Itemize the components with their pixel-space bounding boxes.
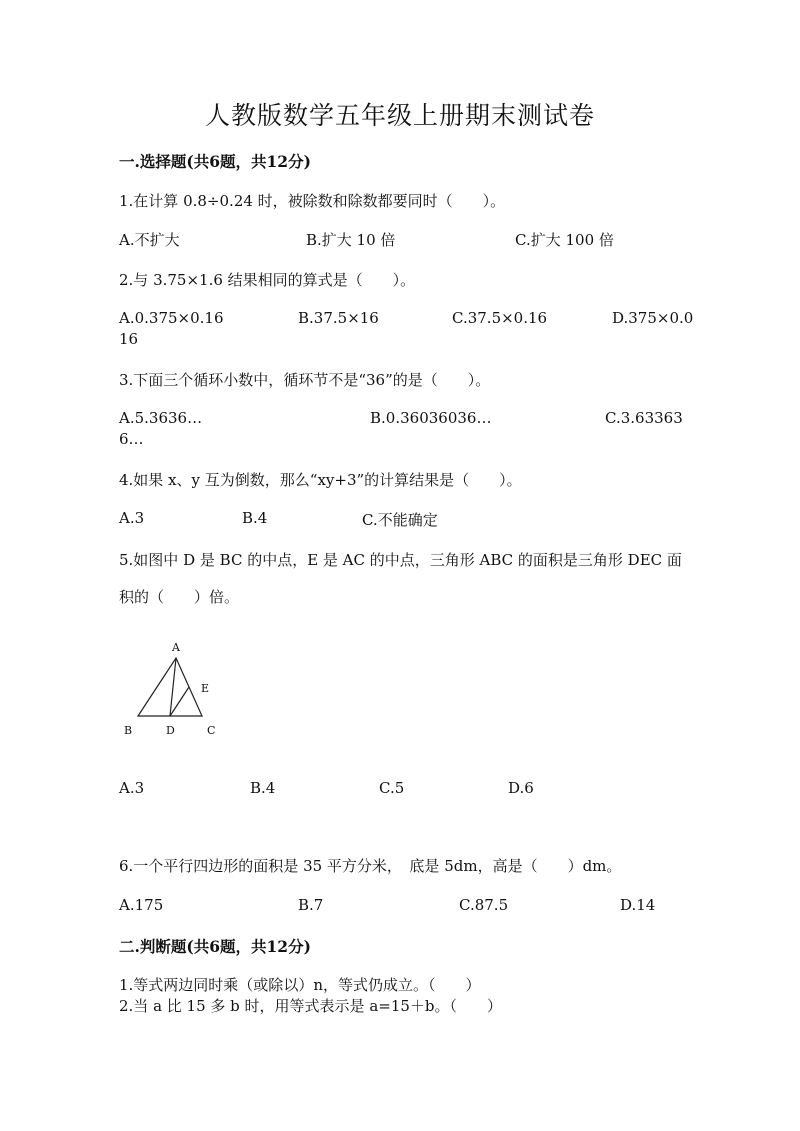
q1-option-c: C.扩大 100 倍 [515, 231, 614, 249]
q5-option-c: C.5 [379, 779, 405, 797]
q5-option-b: B.4 [250, 779, 276, 797]
q1-option-b: B.扩大 10 倍 [306, 231, 396, 249]
section-heading-choice: 一.选择题(共6题，共12分) [119, 152, 311, 171]
judgement-question-2: 2.当 a 比 15 多 b 时，用等式表示是 a=15＋b。（ ） [119, 997, 503, 1015]
q6-option-d: D.14 [620, 896, 656, 914]
q3-option-c-wrap: 6… [119, 430, 144, 448]
question-2: 2.与 3.75×1.6 结果相同的算式是（ ）。 [119, 271, 416, 289]
q6-option-b: B.7 [298, 896, 324, 914]
section-heading-judgement: 二.判断题(共6题，共12分) [119, 937, 311, 956]
q3-option-a: A.5.3636… [119, 409, 203, 427]
q2-option-a: A.0.375×0.16 [119, 309, 224, 327]
page-title: 人教版数学五年级上册期末测试卷 [204, 101, 595, 130]
q2-option-d-wrap: 16 [119, 330, 139, 348]
question-6: 6.一个平行四边形的面积是 35 平方分米， 底是 5dm，高是（ ）dm。 [119, 857, 622, 875]
q5-option-d: D.6 [508, 779, 534, 797]
triangle-lines [138, 658, 202, 716]
q3-option-b: B.0.36036036… [370, 409, 492, 427]
q6-option-c: C.87.5 [459, 896, 509, 914]
q2-option-b: B.37.5×16 [298, 309, 379, 327]
label-c: C [207, 724, 216, 737]
judgement-question-1: 1.等式两边同时乘（或除以）n，等式仍成立。（ ） [119, 976, 481, 994]
q2-option-d: D.375×0.0 [612, 309, 694, 327]
question-5-continued: 积的（ ）倍。 [119, 588, 240, 606]
question-5: 5.如图中 D 是 BC 的中点，E 是 AC 的中点，三角形 ABC 的面积是三角形 DEC 面 [119, 551, 682, 569]
label-a: A [172, 641, 180, 654]
label-b: B [124, 724, 133, 737]
q4-option-b: B.4 [242, 509, 268, 527]
q4-option-a: A.3 [119, 509, 145, 527]
question-3: 3.下面三个循环小数中，循环节不是“36”的是（ ）。 [119, 371, 491, 389]
q6-option-a: A.175 [119, 896, 164, 914]
label-e: E [201, 682, 210, 695]
question-1: 1.在计算 0.8÷0.24 时，被除数和除数都要同时（ ）。 [119, 192, 506, 210]
question-4: 4.如果 x、y 互为倒数，那么“xy+3”的计算结果是（ ）。 [119, 471, 522, 489]
triangle-figure [112, 634, 222, 744]
q4-option-c: C.不能确定 [362, 511, 438, 529]
triangle-abc-outline [138, 658, 202, 716]
q5-option-a: A.3 [119, 779, 145, 797]
q2-option-c: C.37.5×0.16 [452, 309, 548, 327]
q3-option-c: C.3.63363 [605, 409, 683, 427]
label-d: D [166, 724, 175, 737]
q1-option-a: A.不扩大 [119, 231, 180, 249]
